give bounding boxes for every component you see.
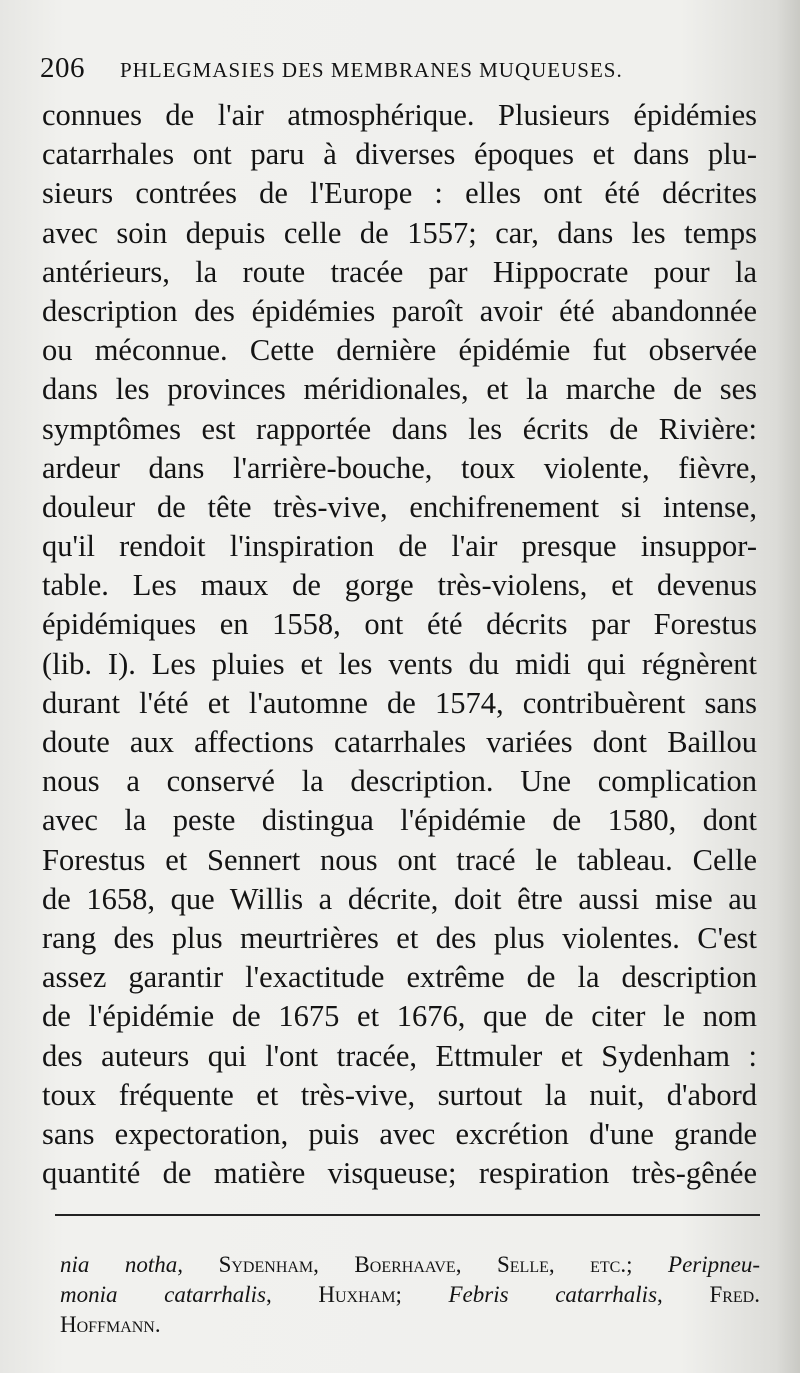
- footnote-text: , Fred.: [657, 1282, 760, 1307]
- text-line: rang des plus meurtrières et des plus violentes. C'est: [42, 920, 757, 955]
- text-line: ou méconnue. Cette dernière épidémie fut observée: [42, 333, 757, 368]
- text-line: connues de l'air atmosphérique. Plusieurs épidémies: [42, 98, 757, 132]
- footnote-italic: Febris catarrhalis: [448, 1282, 658, 1307]
- text-line: avec la peste distingua l'épidémie de 1580, dont: [42, 803, 757, 838]
- text-line: des auteurs qui l'ont tracée, Ettmuler et Sydenham :: [42, 1038, 757, 1073]
- text-line: ardeur dans l'arrière-bouche, toux violente, fièvre,: [42, 450, 757, 485]
- text-line: nous a conservé la description. Une complication: [42, 764, 757, 799]
- footnote-italic: monia catarrhalis: [60, 1282, 266, 1307]
- text-line: quantité de matière visqueuse; respiration très-gênée: [42, 1156, 757, 1191]
- page-number: 206: [40, 52, 85, 84]
- footnote-text: , Huxham;: [265, 1282, 449, 1307]
- text-line: douleur de tête très-vive, enchifrenement si intense,: [42, 489, 757, 524]
- footnote-rule: [55, 1214, 760, 1216]
- text-line: sans expectoration, puis avec excrétion d'une grande: [42, 1116, 757, 1151]
- footnote-line: [60, 1250, 760, 1280]
- footnote-line: [60, 1280, 760, 1310]
- text-line: Forestus et Sennert nous ont tracé le tableau. Celle: [42, 842, 757, 877]
- footnote-italic: nia notha,: [60, 1252, 184, 1277]
- text-line: épidémiques en 1558, ont été décrits par Forestus: [42, 607, 757, 642]
- text-line: avec soin depuis celle de 1557; car, dans les temps: [42, 215, 757, 250]
- footnote-italic: Peripneu-: [668, 1252, 760, 1277]
- text-line: qu'il rendoit l'inspiration de l'air presque insuppor-: [42, 529, 757, 564]
- page-header: [40, 52, 680, 92]
- running-head: PHLEGMASIES DES MEMBRANES MUQUEUSES.: [120, 58, 623, 82]
- footnote-text: Hoffmann.: [60, 1312, 161, 1337]
- text-line: durant l'été et l'automne de 1574, contribuèrent sans: [42, 685, 757, 720]
- text-line: description des épidémies paroît avoir été abandonnée: [42, 293, 757, 328]
- text-line: symptômes est rapportée dans les écrits de Rivière:: [42, 411, 757, 446]
- text-line: toux fréquente et très-vive, surtout la nuit, d'abord: [42, 1077, 757, 1112]
- text-line: dans les provinces méridionales, et la marche de ses: [42, 372, 757, 407]
- body-text: [42, 96, 757, 1193]
- text-line: table. Les maux de gorge très-violens, et devenus: [42, 568, 757, 603]
- text-line: antérieurs, la route tracée par Hippocrate pour la: [42, 254, 757, 289]
- text-line: (lib. I). Les pluies et les vents du midi qui régnèrent: [42, 646, 757, 681]
- text-line: doute aux affections catarrhales variées dont Baillou: [42, 725, 757, 759]
- text-line: catarrhales ont paru à diverses époques et dans plu-: [42, 137, 757, 172]
- text-line: de l'épidémie de 1675 et 1676, que de citer le nom: [42, 999, 757, 1034]
- footnote: [60, 1250, 760, 1340]
- text-line: de 1658, que Willis a décrite, doit être aussi mise au: [42, 881, 757, 916]
- text-line: assez garantir l'exactitude extrême de la description: [42, 960, 757, 995]
- footnote-text: Sydenham, Boerhaave, Selle, etc.;: [183, 1252, 669, 1277]
- text-line: sieurs contrées de l'Europe : elles ont été décrites: [42, 176, 757, 211]
- footnote-line: [60, 1310, 760, 1340]
